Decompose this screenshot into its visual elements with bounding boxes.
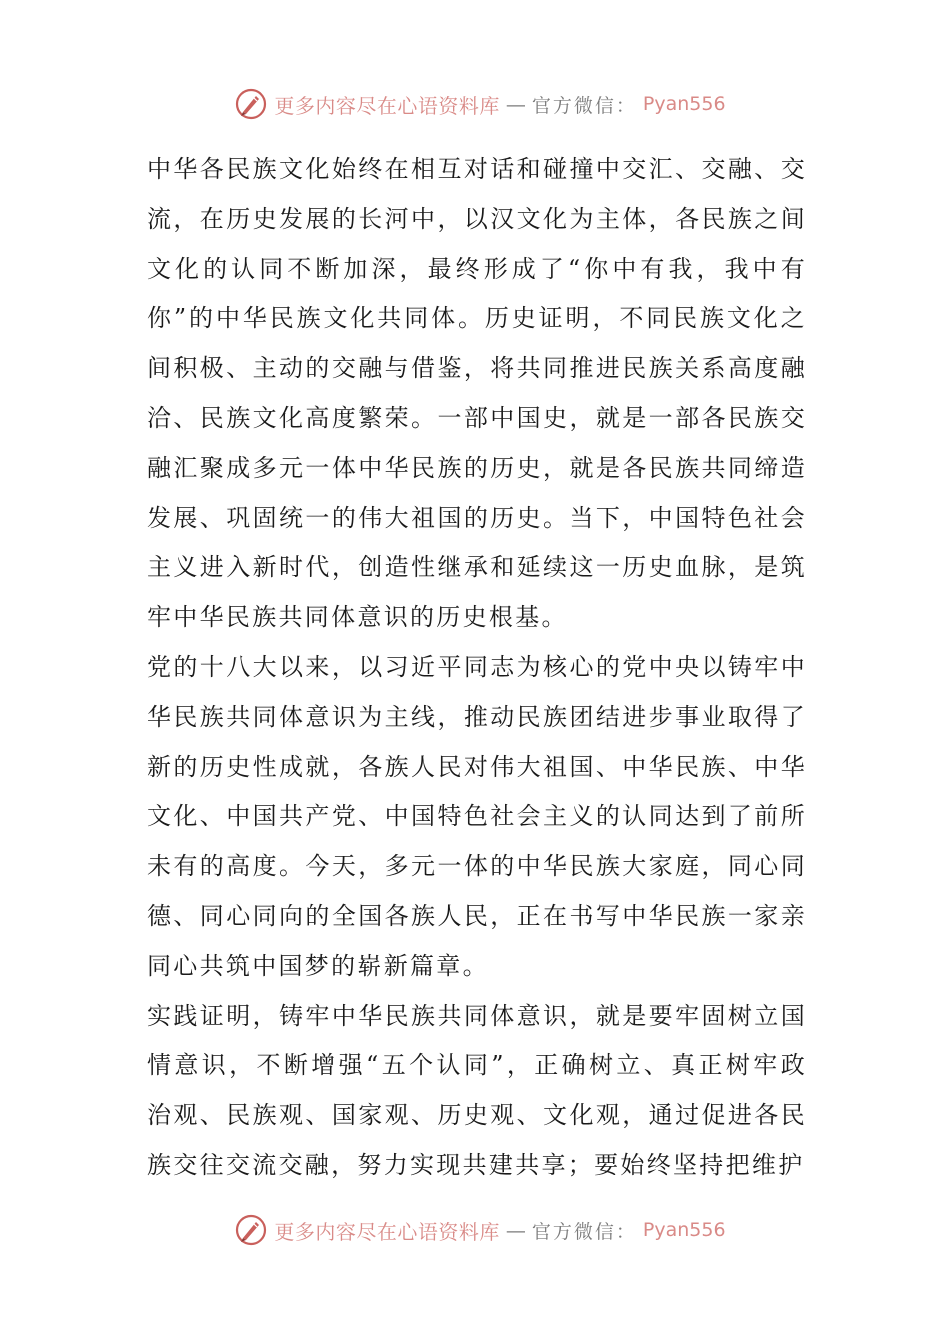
footer-wechat-label: 官方微信： — [531, 1220, 637, 1243]
pen-logo-icon — [234, 1213, 268, 1247]
header-banner — [0, 84, 950, 124]
pen-logo-icon — [234, 87, 268, 121]
header-wechat-id: Pyan556 — [642, 93, 726, 115]
document-body — [147, 145, 807, 1191]
footer-wechat-id: Pyan556 — [642, 1219, 726, 1241]
header-wechat-label: 官方微信： — [531, 94, 637, 117]
footer-separator: — — [505, 1218, 526, 1242]
paragraph-3: 实践证明，铸牢中华民族共同体意识，就是要牢固树立国情意识，不断增强“五个认同”，正确树立、真正树牢政治观、民族观、国家观、历史观、文化观，通过促进各民族交往交流交融，努力实现共建共享；要始终坚持把维护 — [147, 1001, 807, 1179]
paragraph-2: 党的十八大以来，以习近平同志为核心的党中央以铸牢中华民族共同体意识为主线，推动民族团结进步事业取得了新的历史性成就，各族人民对伟大祖国、中华民族、中华文化、中国共产党、中国特色社会主义的认同达到了前所未有的高度。今天，多元一体的中华民族大家庭，同心同德、同心同向的全国各族人民，正在书写中华民族一家亲同心共筑中国梦的崭新篇章。 — [147, 652, 807, 980]
footer-banner-content — [234, 1213, 725, 1247]
header-banner-content — [234, 87, 725, 121]
header-separator: — — [505, 92, 526, 116]
footer-banner — [0, 1210, 950, 1250]
footer-brand-text: 更多内容尽在心语资料库 — [274, 1219, 500, 1244]
header-brand-text: 更多内容尽在心语资料库 — [274, 93, 500, 118]
paragraph-1: 中华各民族文化始终在相互对话和碰撞中交汇、交融、交流，在历史发展的长河中，以汉文化为主体，各民族之间文化的认同不断加深，最终形成了“你中有我，我中有你”的中华民族文化共同体。历史证明，不同民族文化之间积极、主动的交融与借鉴，将共同推进民族关系高度融洽、民族文化高度繁荣。一部中国史，就是一部各民族交融汇聚成多元一体中华民族的历史，就是各民族共同缔造发展、巩固统一的伟大祖国的历史。当下，中国特色社会主义进入新时代，创造性继承和延续这一历史血脉，是筑牢中华民族共同体意识的历史根基。 — [147, 155, 807, 632]
